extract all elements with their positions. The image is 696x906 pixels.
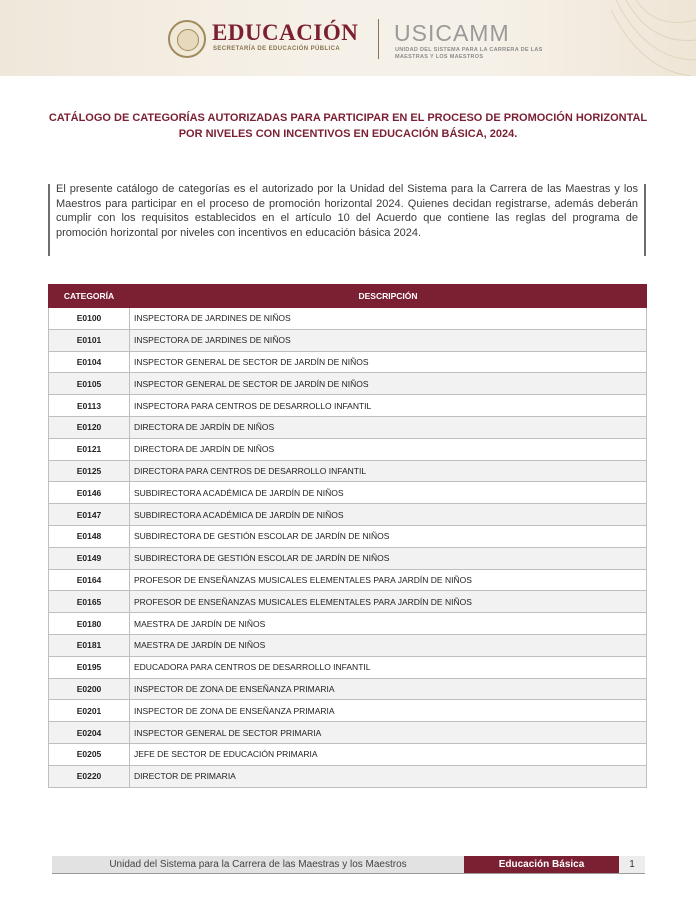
table-row [49, 351, 647, 373]
table-row [49, 373, 647, 395]
org-subtitle: UNIDAD DEL SISTEMA PARA LA CARRERA DE LAS MAESTRAS Y LOS MAESTROS [395, 47, 543, 60]
category-description: SUBDIRECTORA ACADÉMICA DE JARDÍN DE NIÑOS [130, 482, 647, 504]
table-row [49, 525, 647, 547]
footer-section-label: Educación Básica [464, 856, 619, 873]
document-title: CATÁLOGO DE CATEGORÍAS AUTORIZADAS PARA PARTICIPAR EN EL PROCESO DE PROMOCIÓN HORIZONTAL POR NIVELES CON INCENTIVOS EN EDUCACIÓN BÁSICA, 2024. [48, 112, 648, 140]
category-description: DIRECTORA PARA CENTROS DE DESARROLLO INFANTIL [130, 460, 647, 482]
category-code: E0101 [49, 329, 130, 351]
table-row [49, 678, 647, 700]
category-code: E0201 [49, 700, 130, 722]
category-code: E0149 [49, 547, 130, 569]
category-description: INSPECTOR GENERAL DE SECTOR PRIMARIA [130, 722, 647, 744]
table-row [49, 504, 647, 526]
footer-org-text: Unidad del Sistema para la Carrera de las Maestras y los Maestros [109, 859, 407, 870]
category-description: INSPECTORA DE JARDINES DE NIÑOS [130, 308, 647, 330]
category-description: DIRECTOR DE PRIMARIA [130, 765, 647, 787]
table-header-row [49, 285, 647, 308]
table-row [49, 416, 647, 438]
category-description: MAESTRA DE JARDÍN DE NIÑOS [130, 634, 647, 656]
page-header [0, 0, 696, 76]
category-code: E0104 [49, 351, 130, 373]
category-code: E0164 [49, 569, 130, 591]
category-description: INSPECTORA PARA CENTROS DE DESARROLLO INFANTIL [130, 395, 647, 417]
intro-left-rule [48, 184, 50, 256]
intro-right-rule [644, 184, 646, 256]
category-code: E0105 [49, 373, 130, 395]
category-description: PROFESOR DE ENSEÑANZAS MUSICALES ELEMENTALES PARA JARDÍN DE NIÑOS [130, 591, 647, 613]
category-code: E0121 [49, 438, 130, 460]
category-code: E0125 [49, 460, 130, 482]
category-description: PROFESOR DE ENSEÑANZAS MUSICALES ELEMENTALES PARA JARDÍN DE NIÑOS [130, 569, 647, 591]
category-code: E0180 [49, 613, 130, 635]
brand-subtitle: SECRETARÍA DE EDUCACIÓN PÚBLICA [213, 46, 341, 52]
category-code: E0146 [49, 482, 130, 504]
category-description: INSPECTOR DE ZONA DE ENSEÑANZA PRIMARIA [130, 700, 647, 722]
category-code: E0200 [49, 678, 130, 700]
category-description: MAESTRA DE JARDÍN DE NIÑOS [130, 613, 647, 635]
category-code: E0205 [49, 743, 130, 765]
category-description: INSPECTOR GENERAL DE SECTOR DE JARDÍN DE NIÑOS [130, 373, 647, 395]
category-description: DIRECTORA DE JARDÍN DE NIÑOS [130, 438, 647, 460]
table-row [49, 613, 647, 635]
table-row [49, 569, 647, 591]
category-description: DIRECTORA DE JARDÍN DE NIÑOS [130, 416, 647, 438]
category-code: E0195 [49, 656, 130, 678]
header-divider [378, 19, 379, 59]
table-row [49, 395, 647, 417]
national-seal-icon [168, 20, 206, 58]
category-description: SUBDIRECTORA ACADÉMICA DE JARDÍN DE NIÑOS [130, 504, 647, 526]
table-row [49, 547, 647, 569]
page-number: 1 [619, 856, 645, 873]
table-row [49, 329, 647, 351]
brand-title: EDUCACIÓN [212, 20, 359, 45]
category-code: E0181 [49, 634, 130, 656]
column-header-description: DESCRIPCIÓN [130, 285, 647, 308]
category-description: INSPECTOR GENERAL DE SECTOR DE JARDÍN DE NIÑOS [130, 351, 647, 373]
table-row [49, 308, 647, 330]
table-row [49, 438, 647, 460]
table-row [49, 656, 647, 678]
category-description: SUBDIRECTORA DE GESTIÓN ESCOLAR DE JARDÍN DE NIÑOS [130, 525, 647, 547]
categories-table [48, 284, 647, 788]
table-body [49, 308, 647, 788]
category-description: SUBDIRECTORA DE GESTIÓN ESCOLAR DE JARDÍN DE NIÑOS [130, 547, 647, 569]
intro-paragraph: El presente catálogo de categorías es el autorizado por la Unidad del Sistema para la Carrera de las Maestras y los Maestros para participar en el proceso de promoción horizontal 2024. Quienes decidan registrarse, además deberán cumplir con los requisitos establecidos en el artículo 10 del Acuerdo que contiene las reglas del programa de promoción horizontal por niveles con incentivos en educación básica 2024. [56, 183, 638, 239]
table-row [49, 482, 647, 504]
decorative-pattern [516, 0, 696, 76]
category-code: E0147 [49, 504, 130, 526]
category-description: INSPECTOR DE ZONA DE ENSEÑANZA PRIMARIA [130, 678, 647, 700]
table-row [49, 460, 647, 482]
category-code: E0220 [49, 765, 130, 787]
table-row [49, 700, 647, 722]
table-row [49, 765, 647, 787]
category-code: E0100 [49, 308, 130, 330]
table-row [49, 634, 647, 656]
category-description: INSPECTORA DE JARDINES DE NIÑOS [130, 329, 647, 351]
table-row [49, 722, 647, 744]
table-row [49, 591, 647, 613]
footer-rule [52, 873, 645, 874]
category-description: EDUCADORA PARA CENTROS DE DESARROLLO INFANTIL [130, 656, 647, 678]
org-title: USICAMM [394, 20, 510, 46]
category-code: E0165 [49, 591, 130, 613]
category-code: E0120 [49, 416, 130, 438]
category-code: E0113 [49, 395, 130, 417]
category-code: E0204 [49, 722, 130, 744]
category-description: JEFE DE SECTOR DE EDUCACIÓN PRIMARIA [130, 743, 647, 765]
column-header-category: CATEGORÍA [49, 285, 130, 308]
table-row [49, 743, 647, 765]
category-code: E0148 [49, 525, 130, 547]
